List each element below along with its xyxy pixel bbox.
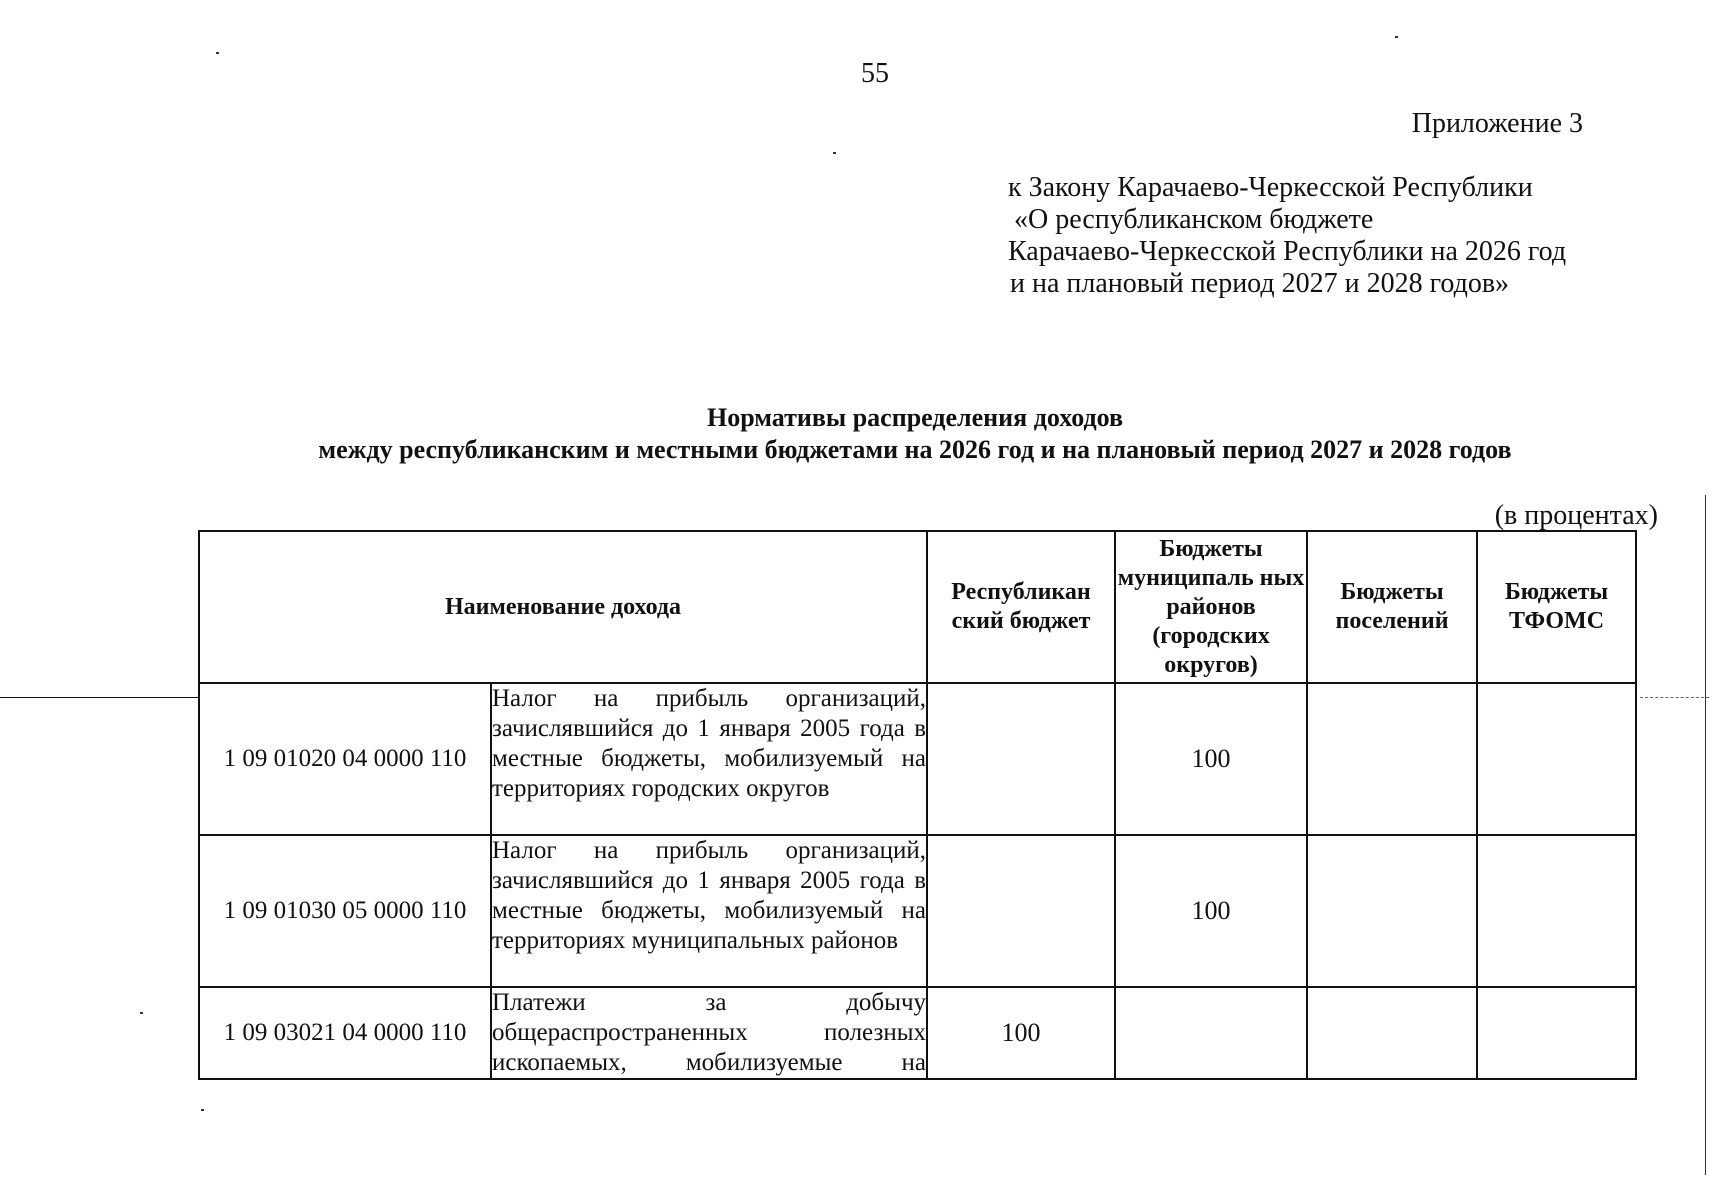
income-description: Платежи за добычу общераспространенных полезных ископаемых, мобилизуемые на — [491, 987, 927, 1079]
margin-line — [0, 697, 198, 698]
header-income-name: Наименование дохода — [199, 531, 927, 683]
law-reference-line: и на плановый период 2027 и 2028 годов» — [1010, 268, 1510, 299]
margin-dash-line — [1640, 697, 1709, 698]
income-description: Налог на прибыль организаций, зачислявшийся до 1 января 2005 года в местные бюджеты, мобилизуемый на территориях муниципальных районов — [491, 835, 927, 987]
law-reference-line: Карачаево-Черкесской Республики на 2026 год — [1008, 236, 1567, 267]
table-header-row — [199, 531, 1636, 683]
title-line: Нормативы распределения доходов — [706, 403, 1124, 432]
republican-value: 100 — [927, 987, 1115, 1079]
page-number: 55 — [861, 58, 889, 89]
header-settlement-budgets: Бюджеты поселений — [1307, 531, 1477, 683]
republican-value — [927, 835, 1115, 987]
title-line: между республиканским и местными бюджетами на 2026 год и на плановый период 2027 и 2028 годов — [318, 435, 1512, 464]
page-edge-line — [1705, 495, 1706, 1175]
table-row — [199, 987, 1636, 1079]
scan-speck — [216, 52, 219, 54]
municipal-value: 100 — [1115, 683, 1307, 835]
settlements-value — [1307, 683, 1477, 835]
income-code: 1 09 03021 04 0000 110 — [199, 987, 491, 1079]
settlements-value — [1307, 835, 1477, 987]
header-tfoms-budgets: Бюджеты ТФОМС — [1477, 531, 1636, 683]
tfoms-value — [1477, 987, 1636, 1079]
municipal-value: 100 — [1115, 835, 1307, 987]
law-reference-line: к Закону Карачаево-Черкесской Республики — [1008, 172, 1533, 203]
table-row — [199, 683, 1636, 835]
table-row — [199, 835, 1636, 987]
republican-value — [927, 683, 1115, 835]
document-title — [200, 402, 1630, 466]
scan-speck — [140, 1012, 143, 1014]
scan-speck — [833, 152, 836, 154]
unit-note: (в процентах) — [1494, 500, 1658, 531]
appendix-label: Приложение 3 — [1411, 108, 1583, 139]
tfoms-value — [1477, 835, 1636, 987]
income-distribution-table — [198, 530, 1637, 1080]
law-reference-line: «О республиканском бюджете — [1014, 204, 1374, 235]
income-code: 1 09 01020 04 0000 110 — [199, 683, 491, 835]
header-municipal-budgets: Бюджеты муниципаль ных районов (городских округов) — [1115, 531, 1307, 683]
header-republican-budget: Республикан ский бюджет — [927, 531, 1115, 683]
settlements-value — [1307, 987, 1477, 1079]
municipal-value — [1115, 987, 1307, 1079]
law-reference — [1008, 172, 1566, 300]
scan-speck — [201, 1109, 204, 1111]
scan-speck — [1395, 36, 1398, 38]
income-description: Налог на прибыль организаций, зачислявшийся до 1 января 2005 года в местные бюджеты, мобилизуемый на территориях городских округов — [491, 683, 927, 835]
tfoms-value — [1477, 683, 1636, 835]
income-code: 1 09 01030 05 0000 110 — [199, 835, 491, 987]
